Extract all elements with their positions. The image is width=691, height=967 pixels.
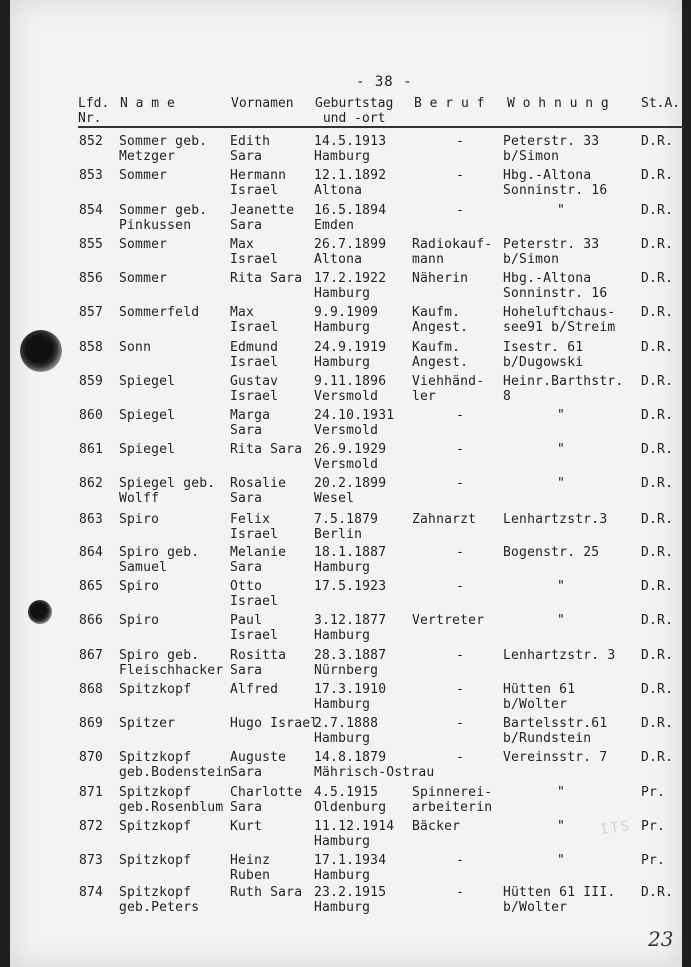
- row-854-vornamen: Jeanette Sara: [230, 203, 295, 233]
- row-867-wohnung: Lenhartzstr. 3: [503, 648, 616, 663]
- row-874-name: Spitzkopf geb.Peters: [119, 885, 200, 915]
- row-858-vornamen: Edmund Israel: [230, 340, 279, 370]
- row-864-nr: 864: [79, 545, 104, 560]
- row-865-nr: 865: [79, 579, 104, 594]
- row-862-nr: 862: [79, 476, 104, 491]
- row-867-vornamen: Rositta Sara: [230, 648, 287, 678]
- row-858-beruf: Kaufm. Angest.: [412, 340, 469, 370]
- row-857-vornamen: Max Israel: [230, 305, 279, 335]
- row-874-st: D.R.: [641, 885, 674, 900]
- row-856-beruf: Näherin: [412, 271, 469, 286]
- row-872-geburt: 11.12.1914 Hamburg: [314, 819, 395, 849]
- row-872-st: Pr.: [641, 819, 666, 834]
- row-860-wohnung: ": [557, 408, 566, 423]
- row-871-geburt: 4.5.1915 Oldenburg: [314, 785, 387, 815]
- header-name: N a m e: [120, 96, 175, 111]
- row-859-geburt: 9.11.1896 Versmold: [314, 374, 387, 404]
- row-864-beruf: -: [456, 545, 465, 560]
- row-864-geburt: 18.1.1887 Hamburg: [314, 545, 387, 575]
- row-861-vornamen: Rita Sara: [230, 442, 303, 457]
- row-855-wohnung: Peterstr. 33 b/Simon: [503, 237, 600, 267]
- row-854-beruf: -: [456, 203, 465, 218]
- row-856-st: D.R.: [641, 271, 674, 286]
- row-874-beruf: -: [456, 885, 465, 900]
- row-872-vornamen: Kurt: [230, 819, 263, 834]
- row-856-vornamen: Rita Sara: [230, 271, 303, 286]
- row-867-geburt: 28.3.1887 Nürnberg: [314, 648, 387, 678]
- row-872-nr: 872: [79, 819, 104, 834]
- row-865-name: Spiro: [119, 579, 160, 594]
- row-870-wohnung: Vereinsstr. 7: [503, 750, 608, 765]
- row-859-vornamen: Gustav Israel: [230, 374, 279, 404]
- row-862-vornamen: Rosalie Sara: [230, 476, 287, 506]
- row-857-nr: 857: [79, 305, 104, 320]
- row-862-name: Spiegel geb. Wolff: [119, 476, 216, 506]
- row-869-wohnung: Bartelsstr.61 b/Rundstein: [503, 716, 608, 746]
- row-863-name: Spiro: [119, 512, 160, 527]
- row-856-nr: 856: [79, 271, 104, 286]
- row-852-name: Sommer geb. Metzger: [119, 134, 208, 164]
- row-870-beruf: -: [456, 750, 465, 765]
- row-865-st: D.R.: [641, 579, 674, 594]
- row-863-vornamen: Felix Israel: [230, 512, 279, 542]
- row-873-vornamen: Heinz Ruben: [230, 853, 271, 883]
- row-860-vornamen: Marga Sara: [230, 408, 271, 438]
- punch-hole-bottom: [28, 600, 52, 624]
- row-873-geburt: 17.1.1934 Hamburg: [314, 853, 387, 883]
- row-865-wohnung: ": [557, 579, 566, 594]
- row-870-vornamen: Auguste Sara: [230, 750, 287, 780]
- row-868-name: Spitzkopf: [119, 682, 192, 697]
- row-866-st: D.R.: [641, 613, 674, 628]
- row-862-beruf: -: [456, 476, 465, 491]
- row-873-beruf: -: [456, 853, 465, 868]
- row-853-name: Sommer: [119, 168, 168, 183]
- header-vornamen: Vornamen: [231, 96, 294, 111]
- row-872-name: Spitzkopf: [119, 819, 192, 834]
- row-868-nr: 868: [79, 682, 104, 697]
- row-861-nr: 861: [79, 442, 104, 457]
- row-870-name: Spitzkopf geb.Bodenstein: [119, 750, 232, 780]
- row-856-geburt: 17.2.1922 Hamburg: [314, 271, 387, 301]
- row-865-geburt: 17.5.1923: [314, 579, 387, 594]
- row-870-geburt: 14.8.1879 Mährisch-Ostrau: [314, 750, 435, 780]
- row-861-st: D.R.: [641, 442, 674, 457]
- row-868-wohnung: Hütten 61 b/Wolter: [503, 682, 576, 712]
- row-860-nr: 860: [79, 408, 104, 423]
- row-863-beruf: Zahnarzt: [412, 512, 477, 527]
- row-870-st: D.R.: [641, 750, 674, 765]
- row-858-st: D.R.: [641, 340, 674, 355]
- row-868-geburt: 17.3.1910 Hamburg: [314, 682, 387, 712]
- row-856-wohnung: Hbg.-Altona Sonninstr. 16: [503, 271, 608, 301]
- row-855-vornamen: Max Israel: [230, 237, 279, 267]
- row-871-name: Spitzkopf geb.Rosenblum: [119, 785, 224, 815]
- row-866-name: Spiro: [119, 613, 160, 628]
- handwritten-page-note: 23: [648, 927, 674, 951]
- row-867-beruf: -: [456, 648, 465, 663]
- row-854-name: Sommer geb. Pinkussen: [119, 203, 208, 233]
- punch-hole-top: [20, 330, 62, 372]
- row-873-nr: 873: [79, 853, 104, 868]
- page-number: - 38 -: [356, 74, 413, 90]
- row-854-wohnung: ": [557, 203, 566, 218]
- row-863-wohnung: Lenhartzstr.3: [503, 512, 608, 527]
- row-852-beruf: -: [456, 134, 465, 149]
- row-864-wohnung: Bogenstr. 25: [503, 545, 600, 560]
- row-874-vornamen: Ruth Sara: [230, 885, 303, 900]
- row-871-nr: 871: [79, 785, 104, 800]
- row-866-beruf: Vertreter: [412, 613, 485, 628]
- row-869-beruf: -: [456, 716, 465, 731]
- row-863-geburt: 7.5.1879 Berlin: [314, 512, 379, 542]
- row-853-st: D.R.: [641, 168, 674, 183]
- row-853-wohnung: Hbg.-Altona Sonninstr. 16: [503, 168, 608, 198]
- row-852-vornamen: Edith Sara: [230, 134, 271, 164]
- row-855-nr: 855: [79, 237, 104, 252]
- row-857-geburt: 9.9.1909 Hamburg: [314, 305, 379, 335]
- row-862-geburt: 20.2.1899 Wesel: [314, 476, 387, 506]
- row-871-beruf: Spinnerei- arbeiterin: [412, 785, 493, 815]
- row-853-vornamen: Hermann Israel: [230, 168, 287, 198]
- row-869-geburt: 2.7.1888 Hamburg: [314, 716, 379, 746]
- row-862-st: D.R.: [641, 476, 674, 491]
- row-864-name: Spiro geb. Samuel: [119, 545, 200, 575]
- row-869-nr: 869: [79, 716, 104, 731]
- row-861-geburt: 26.9.1929 Versmold: [314, 442, 387, 472]
- row-871-wohnung: ": [557, 785, 566, 800]
- row-866-wohnung: ": [557, 613, 566, 628]
- header-beruf: B e r u f: [414, 96, 485, 111]
- row-873-wohnung: ": [557, 853, 566, 868]
- row-865-vornamen: Otto Israel: [230, 579, 279, 609]
- row-854-st: D.R.: [641, 203, 674, 218]
- row-869-st: D.R.: [641, 716, 674, 731]
- row-867-st: D.R.: [641, 648, 674, 663]
- row-858-geburt: 24.9.1919 Hamburg: [314, 340, 387, 370]
- header-geburt: Geburtstag und -ort: [315, 96, 394, 126]
- row-860-st: D.R.: [641, 408, 674, 423]
- row-869-name: Spitzer: [119, 716, 176, 731]
- row-853-geburt: 12.1.1892 Altona: [314, 168, 387, 198]
- row-868-beruf: -: [456, 682, 465, 697]
- row-858-name: Sonn: [119, 340, 152, 355]
- header-lfd-nr: Lfd. Nr.: [78, 96, 110, 126]
- row-863-nr: 863: [79, 512, 104, 527]
- row-861-wohnung: ": [557, 442, 566, 457]
- row-861-beruf: -: [456, 442, 465, 457]
- row-860-beruf: -: [456, 408, 465, 423]
- row-866-geburt: 3.12.1877 Hamburg: [314, 613, 387, 643]
- row-860-geburt: 24.10.1931 Versmold: [314, 408, 395, 438]
- row-864-vornamen: Melanie Sara: [230, 545, 287, 575]
- row-863-st: D.R.: [641, 512, 674, 527]
- row-874-nr: 874: [79, 885, 104, 900]
- row-872-wohnung: ": [557, 819, 566, 834]
- row-871-st: Pr.: [641, 785, 666, 800]
- row-862-wohnung: ": [557, 476, 566, 491]
- row-852-geburt: 14.5.1913 Hamburg: [314, 134, 387, 164]
- row-867-name: Spiro geb. Fleischhacker: [119, 648, 224, 678]
- row-865-beruf: -: [456, 579, 465, 594]
- row-866-nr: 866: [79, 613, 104, 628]
- row-853-nr: 853: [79, 168, 104, 183]
- row-874-geburt: 23.2.1915 Hamburg: [314, 885, 387, 915]
- row-874-wohnung: Hütten 61 III. b/Wolter: [503, 885, 616, 915]
- row-868-st: D.R.: [641, 682, 674, 697]
- row-855-name: Sommer: [119, 237, 168, 252]
- row-861-name: Spiegel: [119, 442, 176, 457]
- row-855-beruf: Radiokauf- mann: [412, 237, 493, 267]
- row-858-nr: 858: [79, 340, 104, 355]
- row-873-st: Pr.: [641, 853, 666, 868]
- row-867-nr: 867: [79, 648, 104, 663]
- row-873-name: Spitzkopf: [119, 853, 192, 868]
- row-857-beruf: Kaufm. Angest.: [412, 305, 469, 335]
- row-858-wohnung: Isestr. 61 b/Dugowski: [503, 340, 584, 370]
- row-870-nr: 870: [79, 750, 104, 765]
- header-wohnung: W o h n u n g: [507, 96, 609, 111]
- row-856-name: Sommer: [119, 271, 168, 286]
- row-859-beruf: Viehhänd- ler: [412, 374, 485, 404]
- row-855-st: D.R.: [641, 237, 674, 252]
- row-859-name: Spiegel: [119, 374, 176, 389]
- row-852-nr: 852: [79, 134, 104, 149]
- row-860-name: Spiegel: [119, 408, 176, 423]
- row-854-nr: 854: [79, 203, 104, 218]
- row-857-st: D.R.: [641, 305, 674, 320]
- row-855-geburt: 26.7.1899 Altona: [314, 237, 387, 267]
- row-872-beruf: Bäcker: [412, 819, 461, 834]
- faint-stamp: ITS: [599, 817, 633, 839]
- row-854-geburt: 16.5.1894 Emden: [314, 203, 387, 233]
- header-st: St.A.: [641, 96, 681, 111]
- row-869-vornamen: Hugo Israel: [230, 716, 319, 731]
- row-871-vornamen: Charlotte Sara: [230, 785, 303, 815]
- row-859-nr: 859: [79, 374, 104, 389]
- row-857-wohnung: Hoheluftchaus- see91 b/Streim: [503, 305, 616, 335]
- row-853-beruf: -: [456, 168, 465, 183]
- row-852-st: D.R.: [641, 134, 674, 149]
- row-866-vornamen: Paul Israel: [230, 613, 279, 643]
- row-864-st: D.R.: [641, 545, 674, 560]
- row-868-vornamen: Alfred: [230, 682, 279, 697]
- header-rule: [78, 126, 684, 128]
- row-859-st: D.R.: [641, 374, 674, 389]
- row-852-wohnung: Peterstr. 33 b/Simon: [503, 134, 600, 164]
- row-857-name: Sommerfeld: [119, 305, 200, 320]
- row-859-wohnung: Heinr.Barthstr. 8: [503, 374, 624, 404]
